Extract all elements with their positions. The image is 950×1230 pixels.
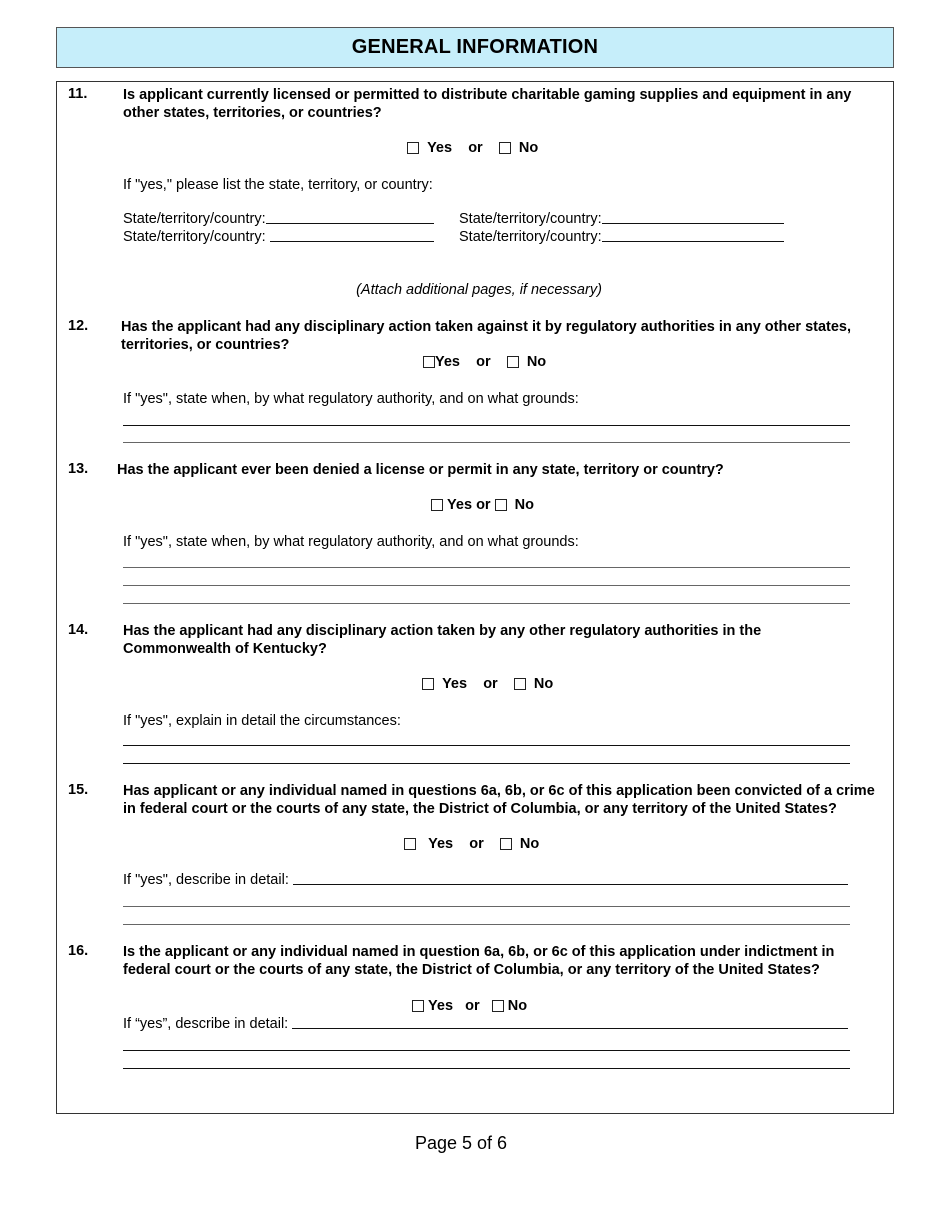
q16-number: 16. <box>68 943 89 959</box>
q11-attach-note: (Attach additional pages, if necessary) <box>356 282 602 298</box>
q11-field-4-input[interactable] <box>602 241 784 242</box>
q14-no-checkbox[interactable] <box>514 678 526 690</box>
q15-or-label: or <box>469 836 484 852</box>
q11-field-3-label: State/territory/country: <box>123 229 266 245</box>
q11-field-3-input[interactable] <box>270 241 434 242</box>
q12-no-label: No <box>526 354 547 370</box>
q11-yes-label: Yes <box>427 140 453 156</box>
q11-field-2-input[interactable] <box>602 223 784 224</box>
q15-detail-input[interactable] <box>293 884 848 885</box>
q16-detail-input[interactable] <box>292 1028 848 1029</box>
q14-yes-checkbox[interactable] <box>422 678 434 690</box>
q13-answer-line-2[interactable] <box>123 585 850 586</box>
q16-detail-field <box>123 1016 848 1032</box>
q11-field-4 <box>459 229 784 245</box>
q11-or-label: or <box>468 140 483 156</box>
q16-answer-line-2[interactable] <box>123 1068 850 1069</box>
q12-answer-line-2[interactable] <box>123 442 850 443</box>
q11-yes-no <box>407 140 538 156</box>
q15-number: 15. <box>68 782 89 798</box>
q12-prompt: If "yes", state when, by what regulatory authority, and on what grounds: <box>123 391 579 407</box>
q12-yes-no <box>423 354 546 370</box>
q15-prompt: If "yes", describe in detail: <box>123 872 289 888</box>
section-header <box>56 27 894 68</box>
q13-no-label: No <box>514 497 534 513</box>
q16-or-label: or <box>465 998 480 1014</box>
q12-no-checkbox[interactable] <box>507 356 519 368</box>
q12-answer-line-1[interactable] <box>123 425 850 426</box>
q13-prompt: If "yes", state when, by what regulatory authority, and on what grounds: <box>123 534 579 550</box>
q11-field-2 <box>459 211 784 227</box>
q11-field-1-label: State/territory/country: <box>123 211 266 227</box>
q15-yes-label: Yes <box>428 836 454 852</box>
q11-field-2-label: State/territory/country: <box>459 211 602 227</box>
q11-field-1-input[interactable] <box>266 223 434 224</box>
q11-field-3 <box>123 229 434 245</box>
q13-answer-line-3[interactable] <box>123 603 850 604</box>
q12-yes-checkbox[interactable] <box>423 356 435 368</box>
q14-answer-line-1[interactable] <box>123 745 850 746</box>
q11-number: 11. <box>68 86 88 102</box>
q14-prompt: If "yes", explain in detail the circumstances: <box>123 713 401 729</box>
q11-field-4-label: State/territory/country: <box>459 229 602 245</box>
q16-yes-checkbox[interactable] <box>412 1000 424 1012</box>
q11-text: Is applicant currently licensed or permitted to distribute charitable gaming supplies and equipment in any other states, territories, or countries? <box>123 87 852 121</box>
q12-text: Has the applicant had any disciplinary action taken against it by regulatory authorities in any other states, territories, or countries? <box>121 319 852 353</box>
q13-yes-no <box>431 497 534 513</box>
q16-no-checkbox[interactable] <box>492 1000 504 1012</box>
q13-or-label: or <box>476 497 491 513</box>
q14-number: 14. <box>68 622 89 638</box>
q15-no-label: No <box>519 836 540 852</box>
q11-prompt: If "yes," please list the state, territory, or country: <box>123 177 433 193</box>
q13-yes-checkbox[interactable] <box>431 499 443 511</box>
q16-answer-line-1[interactable] <box>123 1050 850 1051</box>
q15-yes-checkbox[interactable] <box>404 838 416 850</box>
q12-yes-label: Yes <box>435 354 460 370</box>
q12-or-label: or <box>476 354 491 370</box>
page-number: Page 5 of 6 <box>414 1133 508 1153</box>
q13-text: Has the applicant ever been denied a license or permit in any state, territory or country? <box>117 462 724 478</box>
q15-text: Has applicant or any individual named in questions 6a, 6b, or 6c of this application been convicted of a crime in federal court or the courts of any state, the District of Columbia, or any territory of the United States? <box>123 783 875 817</box>
q16-prompt: If “yes”, describe in detail: <box>123 1016 289 1032</box>
q16-text: Is the applicant or any individual named in question 6a, 6b, or 6c of this application under indictment in federal court or the courts of any state, the District of Columbia, or any territory of the United States? <box>123 944 835 978</box>
q11-field-1 <box>123 211 434 227</box>
q14-no-label: No <box>533 676 554 692</box>
q13-answer-line-1[interactable] <box>123 567 850 568</box>
q15-detail-field <box>123 872 848 888</box>
q16-no-label: No <box>507 998 528 1014</box>
q15-answer-line-1[interactable] <box>123 906 850 907</box>
section-title: GENERAL INFORMATION <box>351 36 599 58</box>
q11-no-label: No <box>518 140 539 156</box>
q13-number: 13. <box>68 461 89 477</box>
q11-no-checkbox[interactable] <box>499 142 511 154</box>
q16-yes-label: Yes <box>428 998 454 1014</box>
q15-no-checkbox[interactable] <box>500 838 512 850</box>
q15-yes-no <box>404 836 539 852</box>
q14-yes-label: Yes <box>442 676 468 692</box>
q14-text: Has the applicant had any disciplinary action taken by any other regulatory authorities in the Commonwealth of Kentucky? <box>123 623 762 657</box>
q13-no-checkbox[interactable] <box>495 499 507 511</box>
q14-yes-no <box>422 676 553 692</box>
q13-yes-label: Yes <box>447 497 473 513</box>
q12-number: 12. <box>68 318 89 334</box>
q16-yes-no <box>412 998 527 1014</box>
q11-yes-checkbox[interactable] <box>407 142 419 154</box>
q14-answer-line-2[interactable] <box>123 763 850 764</box>
q14-or-label: or <box>483 676 498 692</box>
q15-answer-line-2[interactable] <box>123 924 850 925</box>
